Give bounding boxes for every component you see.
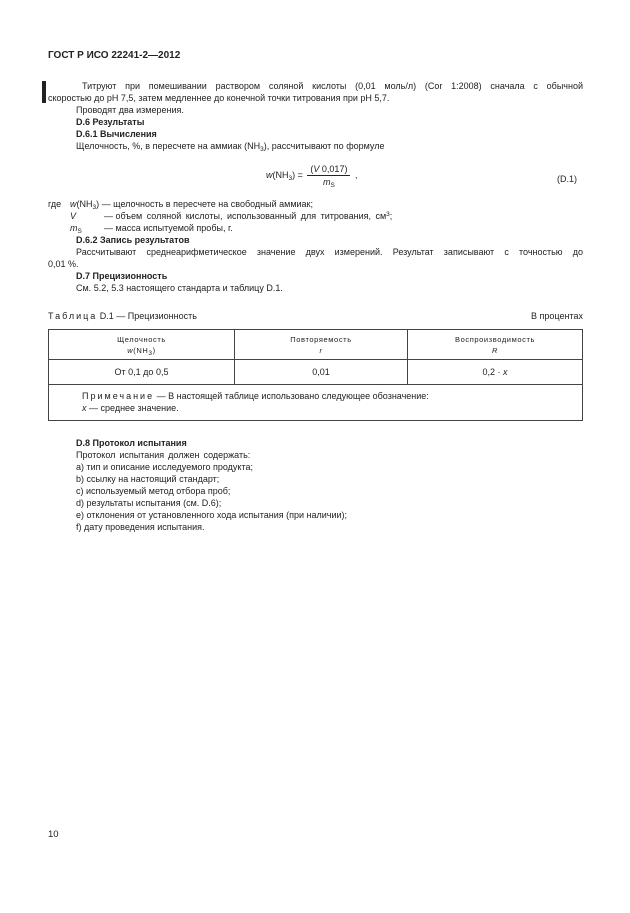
- change-marker-bar: [42, 81, 46, 103]
- intro-line-2: скоростью до pH 7,5, затем медленнее до конечной точки титрования при pH 5,7.: [48, 93, 390, 103]
- header-reproducibility: Воспроизводимость R: [408, 330, 583, 360]
- where-label: где: [48, 199, 62, 209]
- formula-number: (D.1): [557, 174, 577, 184]
- document-header: ГОСТ Р ИСО 22241-2—2012: [48, 50, 181, 61]
- results-record-line-2: 0,01 %.: [48, 259, 79, 269]
- intro-line-1: Титруют при помешивании раствором соляной кислоты (0,01 моль/л) (Cor 1:2008) сначала с обычной: [82, 81, 583, 91]
- intro-line-3: Проводят два измерения.: [76, 105, 184, 115]
- where-row-mass: $m_S$ — масса испытуемой пробы, г.: [70, 223, 233, 235]
- alkalinity-formula-intro: Щелочность, %, в пересчете на аммиак $(NH_3)$, рассчитывают по формуле: [76, 141, 385, 153]
- cell-reproducibility: 0,2 · x: [408, 360, 583, 385]
- section-d6-1-heading: D.6.1 Вычисления: [76, 129, 157, 139]
- where-row-volume: V — объем соляной кислоты, использованный для титрования, $см^3$;: [70, 211, 393, 221]
- section-d7-heading: D.7 Прецизионность: [76, 271, 168, 281]
- page-number: 10: [48, 829, 59, 840]
- precision-reference: См. 5.2, 5.3 настоящего стандарта и таблицу D.1.: [76, 283, 283, 293]
- table-note-row: [49, 385, 583, 421]
- formula-fraction: $\frac{(V 0,017)}{m_S}$: [307, 163, 350, 188]
- cell-repeatability: 0,01: [235, 360, 408, 385]
- table-units: В процентах: [531, 311, 583, 321]
- cell-range: От 0,1 до 0,5: [49, 360, 235, 385]
- section-d8-heading: D.8 Протокол испытания: [76, 438, 187, 448]
- header-repeatability: Повторяемость r: [235, 330, 408, 360]
- table-caption: Таблица D.1 — Прецизионность: [48, 311, 197, 321]
- section-d6-2-heading: D.6.2 Запись результатов: [76, 235, 190, 245]
- list-item: a) тип и описание исследуемого продукта;: [76, 462, 253, 472]
- precision-table: [48, 329, 583, 421]
- list-item: d) результаты испытания (см. D.6);: [76, 498, 222, 508]
- where-row-alkalinity: $w(NH_3)$ — щелочность в пересчете на свободный аммиак;: [70, 199, 313, 211]
- table-note: Примечание — В настоящей таблице использовано следующее обозначение: x — среднее значение.: [49, 385, 583, 421]
- list-item: f) дату проведения испытания.: [76, 522, 205, 532]
- list-item: c) используемый метод отбора проб;: [76, 486, 231, 496]
- table-row: [49, 360, 583, 385]
- section-d6-heading: D.6 Результаты: [76, 117, 145, 127]
- list-item: b) ссылку на настоящий стандарт;: [76, 474, 220, 484]
- formula-d1: $w(NH_3)$ = $\frac{(V 0,017)}{m_S}$ ,: [266, 164, 358, 189]
- results-record-line-1: Рассчитывают среднеарифметическое значение двух измерений. Результат записывают с точностью до: [76, 247, 583, 257]
- protocol-intro: Протокол испытания должен содержать:: [76, 450, 251, 460]
- table-header-row: [49, 330, 583, 360]
- header-alkalinity: Щелочность $w(NH_3)$: [49, 330, 235, 360]
- list-item: e) отклонения от установленного хода испытания (при наличии);: [76, 510, 348, 520]
